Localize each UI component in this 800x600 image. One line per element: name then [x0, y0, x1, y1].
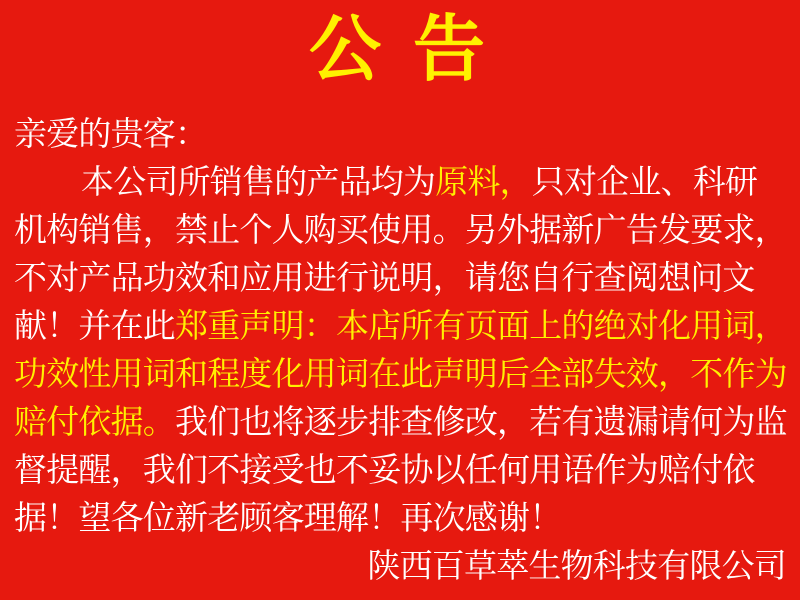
body-line-1-head: 本公司所销售的产品均为 — [81, 163, 436, 200]
body-line-2: 机构销售，禁止个人购买使用。另外据新广告发要求， — [14, 211, 787, 248]
body-line-3: 不对产品功效和应用进行说明，请您自行查阅想问文 — [14, 259, 755, 296]
body-line-1 — [14, 158, 786, 206]
signature-line: 陕西百草萃生物科技有限公司 — [367, 547, 786, 584]
highlight-raw-material: 原料， — [435, 163, 532, 200]
body-line-7: 督提醒，我们不接受也不妥协以任何用语作为赔付依 — [14, 451, 755, 488]
body-line-6-tail: 我们也将逐步排查修改，若有遗漏请何为监 — [175, 403, 787, 440]
poster-title: 公 告 — [308, 10, 491, 90]
highlight-compensation-basis: 赔付依据。 — [14, 403, 176, 440]
body-line-4-head: 献！并在此 — [14, 307, 176, 344]
highlight-solemn-declaration: 郑重声明：本店所有页面上的绝对化用词， — [175, 307, 787, 344]
announcement-body — [0, 110, 800, 590]
body-line-5: 功效性用词和程度化用词在此声明后全部失效，不作为 — [14, 355, 787, 392]
body-line-4 — [14, 302, 786, 350]
greeting-line: 亲爱的贵客： — [14, 115, 208, 152]
body-line-6 — [14, 398, 786, 446]
body-line-8: 据！望各位新老顾客理解！再次感谢！ — [14, 499, 562, 536]
body-line-1-tail: 只对企业、科研 — [531, 163, 758, 200]
